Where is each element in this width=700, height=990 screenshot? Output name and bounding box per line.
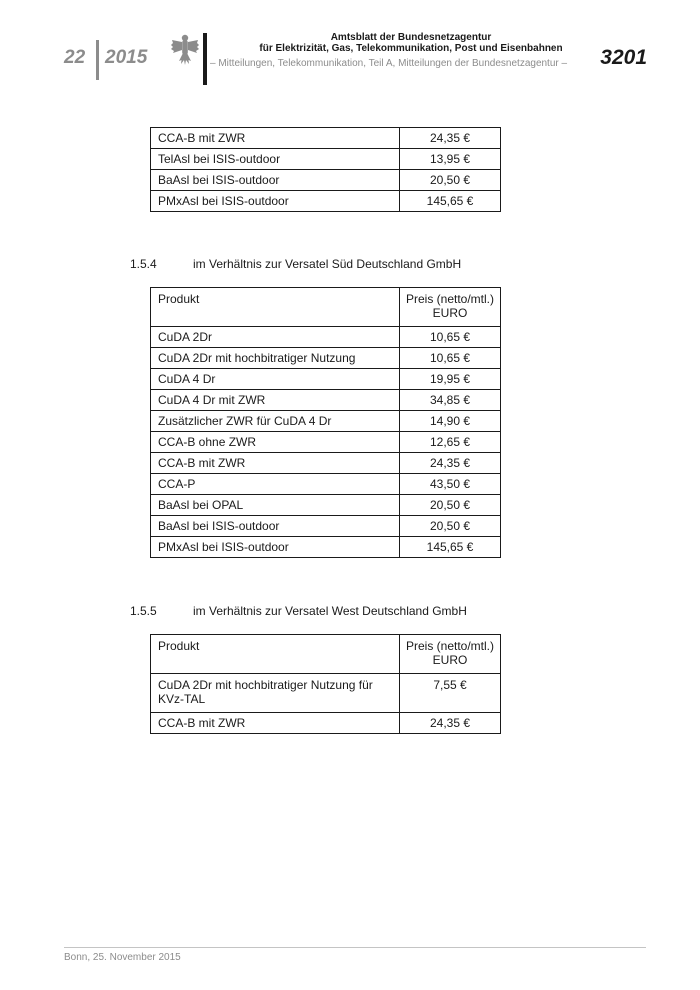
- section-title: im Verhältnis zur Versatel Süd Deutschland GmbH: [193, 257, 462, 271]
- table-row: [151, 369, 501, 390]
- table-row: [151, 495, 501, 516]
- price-cell: 20,50 €: [400, 170, 501, 191]
- product-cell: [151, 674, 400, 713]
- table-row: [151, 537, 501, 558]
- section-number: 1.5.4: [130, 257, 157, 271]
- table-row: [151, 170, 501, 191]
- column-header-price-line2: EURO: [432, 306, 468, 320]
- price-cell: 10,65 €: [400, 348, 501, 369]
- product-cell-line1: CuDA 2Dr mit hochbitratiger Nutzung für: [158, 678, 373, 692]
- product-cell: PMxAsl bei ISIS-outdoor: [151, 191, 400, 212]
- header-divider: [96, 40, 99, 80]
- federal-eagle-icon: [170, 33, 200, 67]
- column-header-price-line2: EURO: [432, 653, 468, 667]
- column-header-price: [400, 635, 501, 674]
- price-cell: 20,50 €: [400, 516, 501, 537]
- price-cell: 145,65 €: [400, 537, 501, 558]
- product-cell-line2: KVz-TAL: [158, 692, 206, 706]
- product-cell: CuDA 2Dr: [151, 327, 400, 348]
- product-cell: Zusätzlicher ZWR für CuDA 4 Dr: [151, 411, 400, 432]
- table-row: [151, 390, 501, 411]
- column-header-price-line1: Preis (netto/mtl.): [405, 639, 495, 653]
- footer-divider: [64, 947, 646, 948]
- product-cell: CCA-B ohne ZWR: [151, 432, 400, 453]
- header-rule: [203, 33, 207, 85]
- section-title: im Verhältnis zur Versatel West Deutschland GmbH: [193, 604, 467, 618]
- price-cell: 24,35 €: [400, 128, 501, 149]
- table-row: [151, 411, 501, 432]
- price-cell: 13,95 €: [400, 149, 501, 170]
- column-header-product: Produkt: [151, 635, 400, 674]
- price-cell: 10,65 €: [400, 327, 501, 348]
- footer-date: Bonn, 25. November 2015: [64, 952, 181, 963]
- product-cell: BaAsl bei ISIS-outdoor: [151, 516, 400, 537]
- column-header-price: [400, 288, 501, 327]
- table-header-row: [151, 635, 501, 674]
- table-row: [151, 516, 501, 537]
- table-row: [151, 149, 501, 170]
- journal-subtitle: für Elektrizität, Gas, Telekommunikation, Post und Eisenbahnen: [259, 43, 563, 54]
- issue-number: 22: [64, 47, 86, 68]
- table-row: [151, 348, 501, 369]
- price-cell: 43,50 €: [400, 474, 501, 495]
- price-cell: 19,95 €: [400, 369, 501, 390]
- price-cell: 12,65 €: [400, 432, 501, 453]
- table-row: [151, 128, 501, 149]
- price-cell: 145,65 €: [400, 191, 501, 212]
- price-cell: 24,35 €: [400, 713, 501, 734]
- product-cell: CCA-B mit ZWR: [151, 453, 400, 474]
- price-table-versatel-sued: [150, 287, 501, 558]
- table-header-row: [151, 288, 501, 327]
- table-row: [151, 432, 501, 453]
- price-cell: 24,35 €: [400, 453, 501, 474]
- product-cell: CCA-B mit ZWR: [151, 128, 400, 149]
- product-cell: CuDA 4 Dr: [151, 369, 400, 390]
- table-row: [151, 191, 501, 212]
- product-cell: CuDA 2Dr mit hochbitratiger Nutzung: [151, 348, 400, 369]
- column-header-product: Produkt: [151, 288, 400, 327]
- product-cell: CuDA 4 Dr mit ZWR: [151, 390, 400, 411]
- price-cell: 34,85 €: [400, 390, 501, 411]
- price-table-continued: [150, 127, 501, 212]
- price-cell: 14,90 €: [400, 411, 501, 432]
- product-cell: CCA-P: [151, 474, 400, 495]
- issue-year: 2015: [105, 47, 148, 68]
- table-row: [151, 453, 501, 474]
- product-cell: CCA-B mit ZWR: [151, 713, 400, 734]
- product-cell: PMxAsl bei ISIS-outdoor: [151, 537, 400, 558]
- table-row: [151, 327, 501, 348]
- product-cell: TelAsl bei ISIS-outdoor: [151, 149, 400, 170]
- product-cell: BaAsl bei ISIS-outdoor: [151, 170, 400, 191]
- journal-title: Amtsblatt der Bundesnetzagentur: [330, 32, 492, 43]
- product-cell: BaAsl bei OPAL: [151, 495, 400, 516]
- column-header-price-line1: Preis (netto/mtl.): [405, 292, 495, 306]
- price-table-versatel-west: [150, 634, 501, 734]
- table-row: [151, 713, 501, 734]
- page-number: 3201: [600, 46, 647, 69]
- section-number: 1.5.5: [130, 604, 157, 618]
- price-cell: 7,55 €: [400, 674, 501, 713]
- table-row: [151, 474, 501, 495]
- price-cell: 20,50 €: [400, 495, 501, 516]
- journal-section: – Mitteilungen, Telekommunikation, Teil A, Mitteilungen der Bundesnetzagentur –: [210, 58, 568, 69]
- table-row: [151, 674, 501, 713]
